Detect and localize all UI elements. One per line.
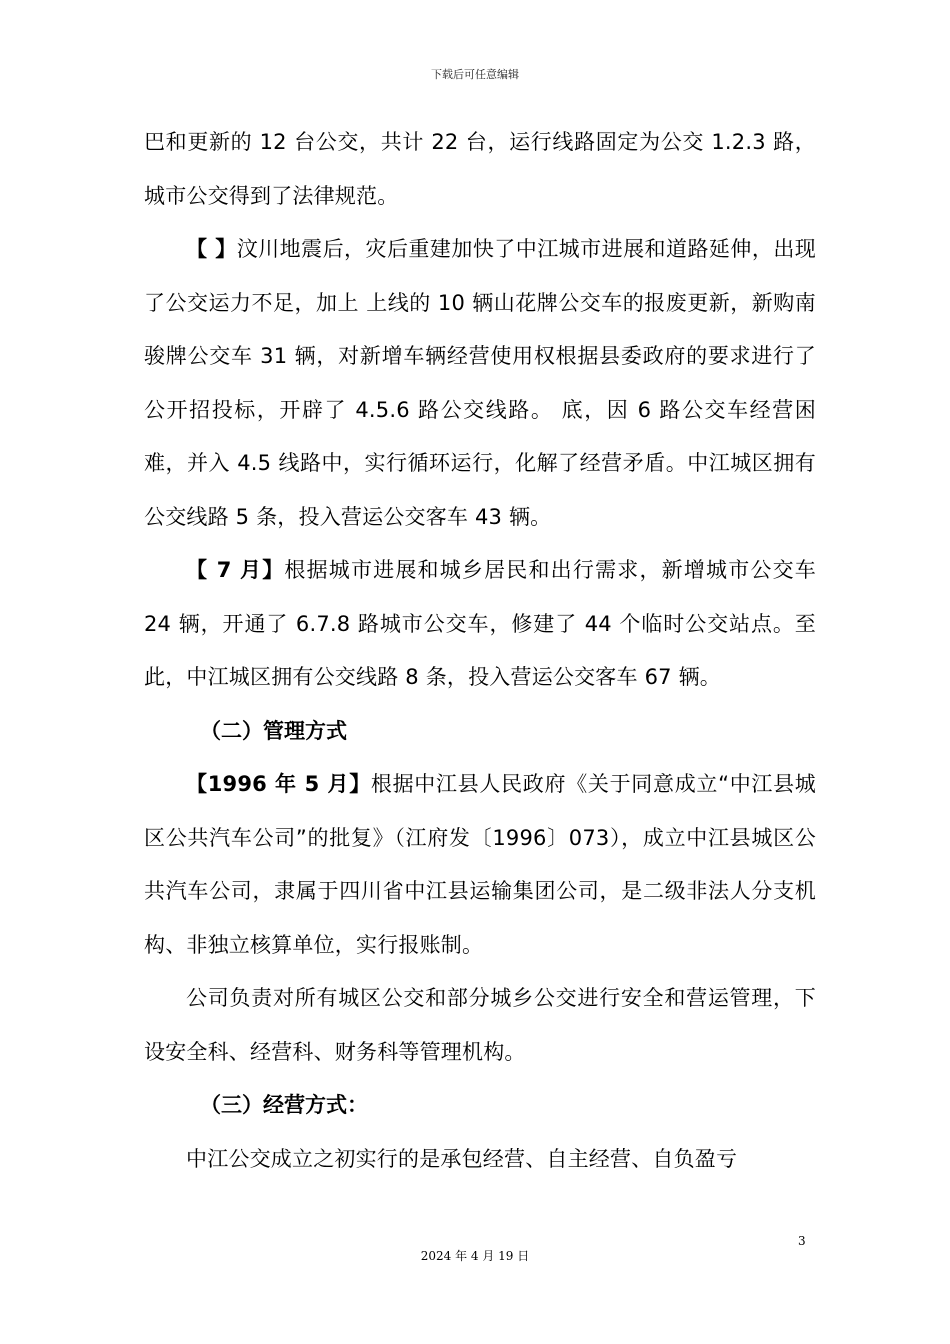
paragraph-2: 【 】汶川地震后，灾后重建加快了中江城市进展和道路延伸，出现了公交运力不足，加上 上线的 10 辆山花牌公交车的报废更新，新购南骏牌公交车 31 辆，对新增车辆经营使用权根据县委政府的要求进行了公开招投标，开辟了 4.5.6 路公交线路。 底，因 6 路公交车经营困难，并入 4.5 线路中，实行循环运行，化解了经营矛盾。中江城区拥有公交线路 5 条，投入营运公交客车 43 辆。 [144, 237, 816, 529]
paragraph-4-lead: 【1996 年 5 月】 [186, 772, 371, 796]
paragraph-3-lead: 【 7 月】 [186, 558, 285, 582]
section-heading-operation: （三）经营方式： [200, 1093, 368, 1117]
page-header: 下载后可任意编辑 [431, 68, 519, 81]
section-heading-management: （二）管理方式 [200, 718, 347, 743]
paragraph-4: 【1996 年 5 月】根据中江县人民政府《关于同意成立“中江县城区公共汽车公司”的批复》（江府发〔1996〕073），成立中江县城区公共汽车公司，隶属于四川省中江县运输集团公司，是二级非法人分支机构、非独立核算单位，实行报账制。 [144, 772, 816, 957]
page-footer-date: 2024 年 4 月 19 日 [420, 1249, 530, 1263]
paragraph-3: 【 7 月】根据城市进展和城乡居民和出行需求，新增城市公交车 24 辆，开通了 6.7.8 路城市公交车，修建了 44 个临时公交站点。至此，中江城区拥有公交线路 8 条，投入营运公交客车 67 辆。 [144, 558, 816, 689]
paragraph-6: 中江公交成立之初实行的是承包经营、自主经营、自负盈亏 [186, 1146, 738, 1171]
paragraph-1: 巴和更新的 12 台公交，共计 22 台，运行线路固定为公交 1.2.3 路，城市公交得到了法律规范。 [144, 130, 816, 208]
document-body [144, 116, 816, 1186]
page-number: 3 [798, 1234, 806, 1248]
paragraph-2-lead: 【 】 [186, 237, 237, 261]
paragraph-5: 公司负责对所有城区公交和部分城乡公交进行安全和营运管理，下设安全科、经营科、财务科等管理机构。 [144, 986, 816, 1064]
